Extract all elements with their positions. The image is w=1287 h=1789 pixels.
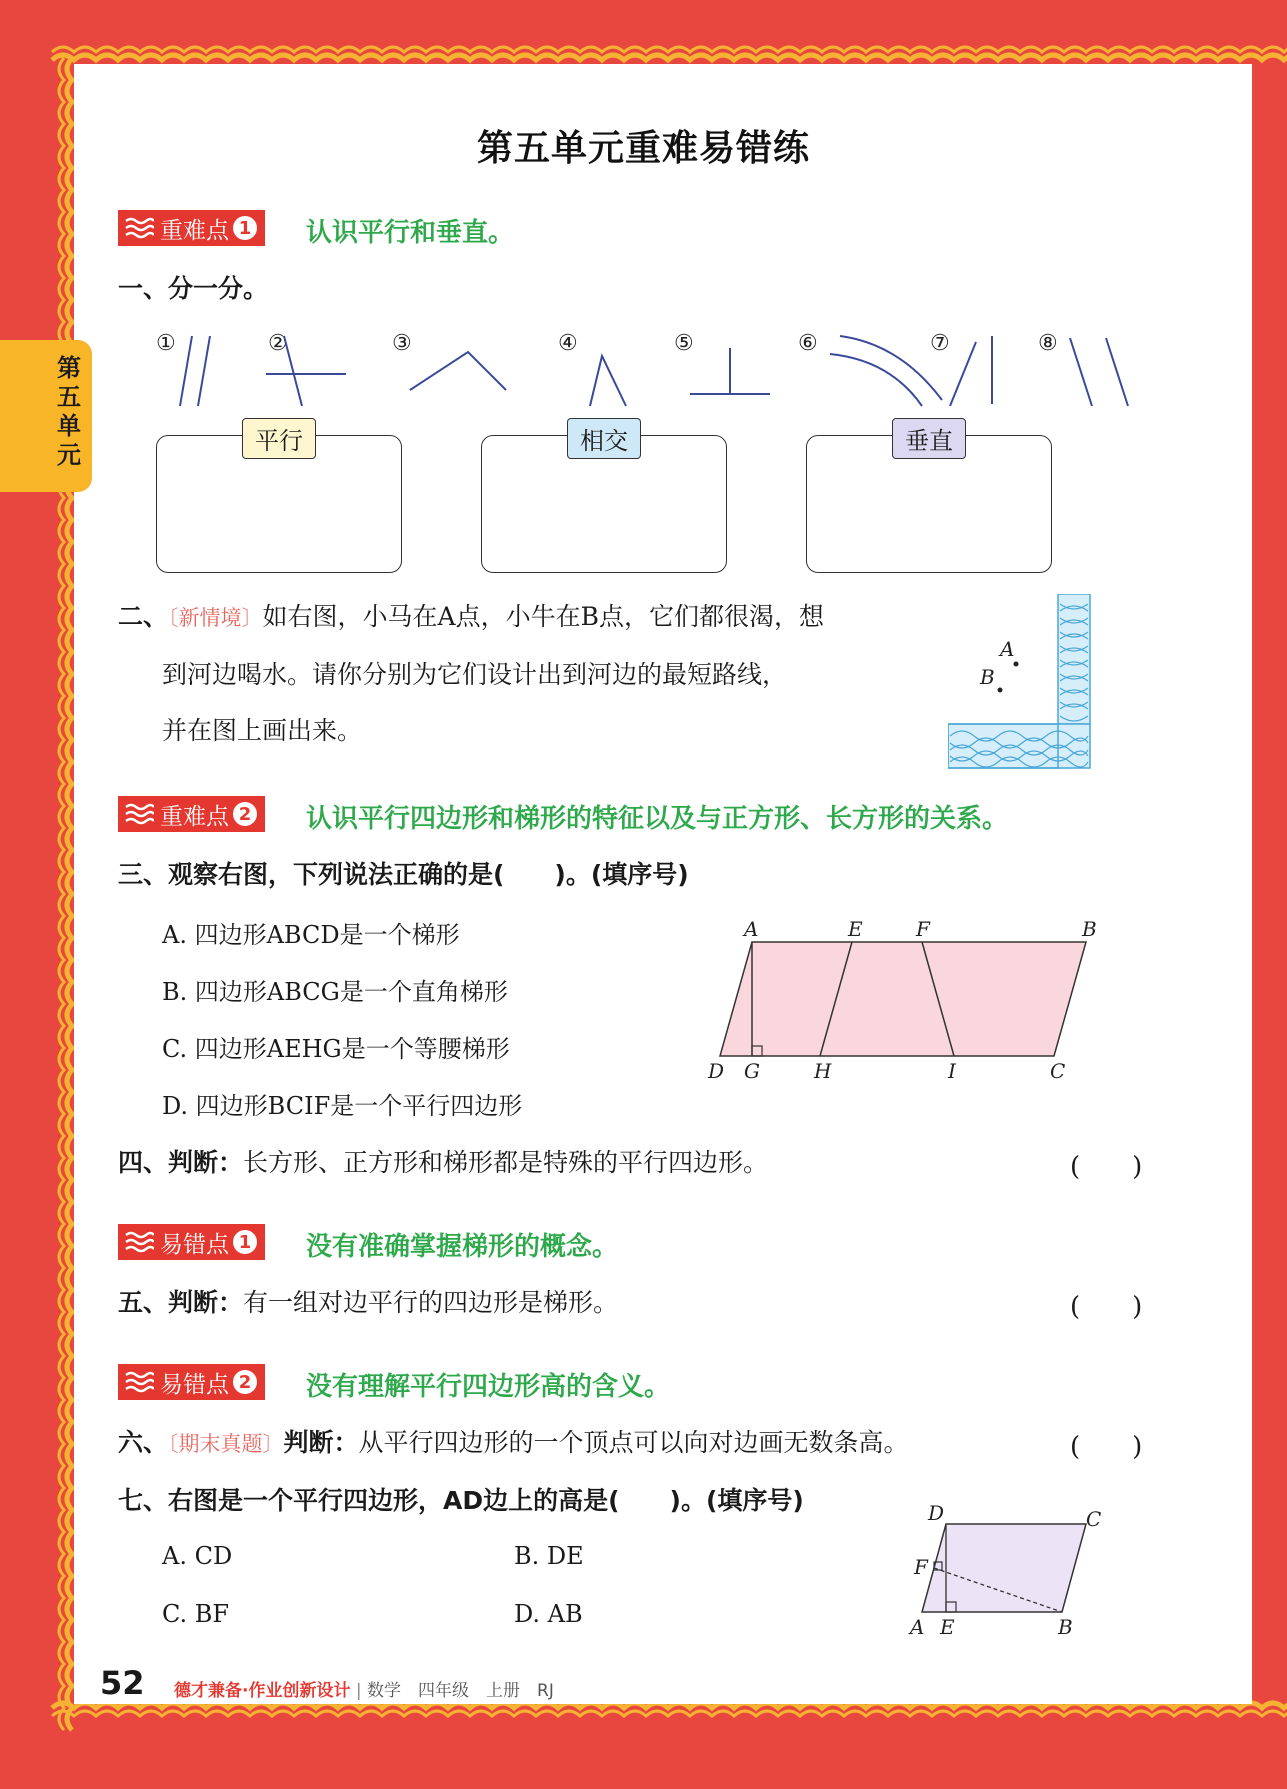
q3-option-d[interactable]: D. 四边形BCIF是一个平行四边形 [162,1092,523,1120]
q7-label-e: E [940,1615,955,1639]
q2-river-figure [948,594,1100,770]
q3-option-c[interactable]: C. 四边形AEHG是一个等腰梯形 [162,1035,510,1063]
q5-text: 有一组对边平行的四边形是梯形。 [243,1288,619,1317]
q3-label-i: I [948,1059,956,1082]
q7-label-a: A [910,1615,925,1639]
q2-line3: 并在图上画出来。 [162,716,363,745]
waves-icon [120,1226,158,1258]
section-badge-4 [118,1364,265,1400]
figure-label-4: ④ [558,331,578,356]
answer-box-intersect-label: 相交 [567,418,641,459]
answer-box-intersect[interactable] [481,427,727,573]
badge-number: 1 [233,216,257,240]
figure-label-2: ② [268,331,288,356]
q2-prefix: 二、 [118,602,169,631]
badge-number: 1 [233,1230,257,1254]
q2-tag: 〔新情境〕 [168,606,263,630]
q7-option-b[interactable]: B. DE [514,1542,584,1570]
question-6 [118,1426,909,1461]
page-number: 52 [100,1664,145,1702]
question-4 [118,1146,768,1180]
q1-line-figures [150,326,1140,416]
q3-label-f: F [916,917,930,941]
q6-tag: 〔期末真题〕 [168,1432,284,1456]
question-5 [118,1286,618,1320]
question-3-text: 三、观察右图，下列说法正确的是( )。(填序号) [118,860,689,889]
figure-label-3: ③ [392,331,412,356]
badge-number: 2 [233,802,257,826]
figure-label-7: ⑦ [930,331,950,356]
figure-label-8: ⑧ [1038,331,1058,356]
q6-text: 从平行四边形的一个顶点可以向对边画无数条高。 [358,1428,909,1457]
q2-line1: 如右图，小马在A点，小牛在B点，它们都很渴，想 [262,602,824,631]
badge-label: 重难点 [160,217,229,244]
q6-bold: 判断： [283,1428,359,1457]
section-badge-3 [118,1224,265,1260]
q7-label-f: F [914,1555,928,1579]
q4-prefix: 四、判断： [118,1148,244,1177]
answer-box-perpendicular-label: 垂直 [892,418,966,459]
q3-label-b: B [1082,917,1097,941]
q7-option-c[interactable]: C. BF [162,1600,230,1628]
q7-label-d: D [928,1501,945,1525]
q3-option-b[interactable]: B. 四边形ABCG是一个直角梯形 [162,978,508,1006]
q2-point-b [998,688,1003,693]
page-title: 第五单元重难易错练 [476,128,810,169]
q5-answer-paren[interactable]: ( ) [1070,1292,1143,1322]
q7-parallelogram-figure [900,1500,1110,1640]
footer-info: 数学 四年级 上册 RJ [367,1681,554,1701]
q3-label-d: D [708,1059,725,1082]
q5-prefix: 五、判断： [118,1288,244,1317]
figure-label-1: ① [156,331,176,356]
question-2 [118,600,908,635]
waves-icon [120,1366,158,1398]
figure-label-5: ⑤ [674,331,694,356]
section-desc-3: 没有准确掌握梯形的概念。 [306,1232,619,1262]
q3-parallelogram-figure [700,912,1120,1082]
section-desc-1: 认识平行和垂直。 [306,218,515,248]
q2-point-a-label: A [1000,637,1015,661]
badge-number: 2 [233,1370,257,1394]
footer [174,1676,554,1701]
q3-label-h: H [814,1059,832,1082]
badge-label: 易错点 [160,1231,229,1258]
q3-label-a: A [744,917,759,941]
q3-label-g: G [744,1059,760,1082]
q4-answer-paren[interactable]: ( ) [1070,1152,1143,1182]
answer-box-perpendicular[interactable] [806,427,1052,573]
unit-side-tab-label: 第五单元 [57,354,81,469]
q7-option-d[interactable]: D. AB [514,1600,583,1628]
q2-line2: 到河边喝水。请你分别为它们设计出到河边的最短路线， [162,660,788,689]
section-desc-2: 认识平行四边形和梯形的特征以及与正方形、长方形的关系。 [306,804,1009,834]
footer-divider: | [350,1681,368,1701]
q6-answer-paren[interactable]: ( ) [1070,1432,1143,1462]
q4-text: 长方形、正方形和梯形都是特殊的平行四边形。 [243,1148,769,1177]
waves-icon [120,212,158,244]
q3-option-a[interactable]: A. 四边形ABCD是一个梯形 [162,921,460,949]
q7-option-a[interactable]: A. CD [162,1542,233,1570]
q6-prefix: 六、 [118,1428,169,1457]
q2-point-a [1014,662,1019,667]
figure-label-6: ⑥ [798,331,818,356]
badge-label: 易错点 [160,1371,229,1398]
q7-label-c: C [1086,1507,1102,1531]
section-desc-4: 没有理解平行四边形高的含义。 [306,1372,671,1402]
q2-point-b-label: B [980,665,995,689]
badge-label: 重难点 [160,803,229,830]
question-1-text: 一、分一分。 [118,274,269,303]
q7-label-b: B [1058,1615,1073,1639]
question-7-text: 七、右图是一个平行四边形，AD边上的高是( )。(填序号) [118,1486,804,1515]
waves-icon [120,798,158,830]
unit-side-tab [0,340,92,492]
footer-brand: 德才兼备·作业创新设计 [174,1681,351,1701]
answer-box-parallel[interactable] [156,427,402,573]
q3-label-c: C [1050,1059,1066,1082]
section-badge-2 [118,796,265,832]
q3-label-e: E [848,917,863,941]
answer-box-parallel-label: 平行 [242,418,316,459]
section-badge-1 [118,210,265,246]
